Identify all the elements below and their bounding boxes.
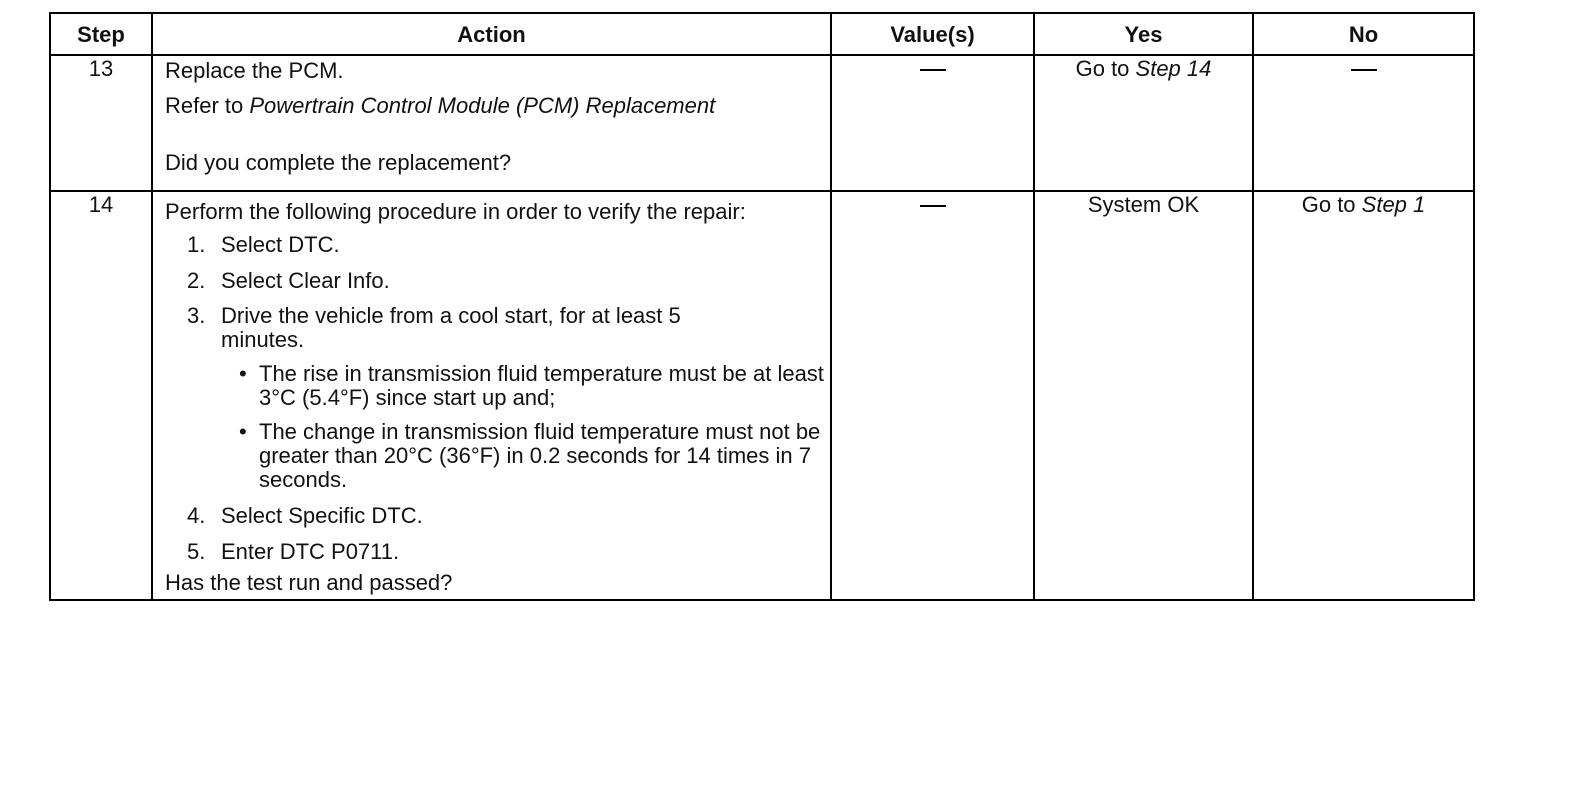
list-item: 1. Select DTC.	[187, 232, 340, 257]
header-row	[50, 13, 1474, 55]
reference-link[interactable]: Powertrain Control Module (PCM) Replacement	[249, 93, 716, 118]
goto-step-link[interactable]: Step 1	[1361, 192, 1426, 217]
action-text: Replace the PCM.	[165, 58, 344, 83]
values-cell	[831, 55, 1034, 191]
action-cell	[152, 55, 831, 191]
dash-value	[1351, 69, 1377, 71]
condition-list	[221, 362, 824, 492]
intro-text: Perform the following procedure in order to verify the repair:	[165, 199, 746, 224]
table-row	[50, 55, 1474, 191]
reference-text: Refer to Powertrain Control Module (PCM) Replacement	[165, 93, 716, 118]
list-item: 4. Select Specific DTC.	[187, 503, 423, 528]
action-cell	[152, 191, 831, 600]
question-text: Did you complete the replacement?	[165, 150, 512, 175]
dash-value	[920, 69, 946, 71]
yes-cell: System OK	[1034, 191, 1253, 600]
dash-value	[920, 205, 946, 207]
no-cell	[1253, 55, 1474, 191]
question-text: Has the test run and passed?	[165, 570, 453, 595]
header-no: No	[1253, 13, 1474, 55]
step-number: 14	[50, 191, 152, 600]
step-number: 13	[50, 55, 152, 191]
yes-cell: Go to Step 14	[1034, 55, 1253, 191]
list-item: 3. Drive the vehicle from a cool start, for at least 5 minutes. • The rise in transmission fluid temperature must be at least 3°C (5.4°F) since start up and; • The change in transmission fluid temperature must not be greater than 20°C (36°F) in 0.2 seconds for 14 times in 7 seconds.	[187, 303, 824, 492]
header-values: Value(s)	[831, 13, 1034, 55]
header-step: Step	[50, 13, 152, 55]
header-yes: Yes	[1034, 13, 1253, 55]
diagnostic-table	[49, 12, 1475, 601]
list-item: 2. Select Clear Info.	[187, 268, 390, 293]
values-cell	[831, 191, 1034, 600]
table-row	[50, 191, 1474, 600]
bullet-item: • The rise in transmission fluid temperature must be at least 3°C (5.4°F) since start up and;	[239, 361, 824, 410]
no-cell: Go to Step 1	[1253, 191, 1474, 600]
goto-step-link[interactable]: Step 14	[1135, 56, 1212, 81]
header-action: Action	[152, 13, 831, 55]
list-item: 5. Enter DTC P0711.	[187, 539, 400, 564]
procedure-list	[165, 232, 824, 564]
bullet-item: • The change in transmission fluid temperature must not be greater than 20°C (36°F) in 0.2 seconds for 14 times in 7 seconds.	[239, 419, 821, 492]
